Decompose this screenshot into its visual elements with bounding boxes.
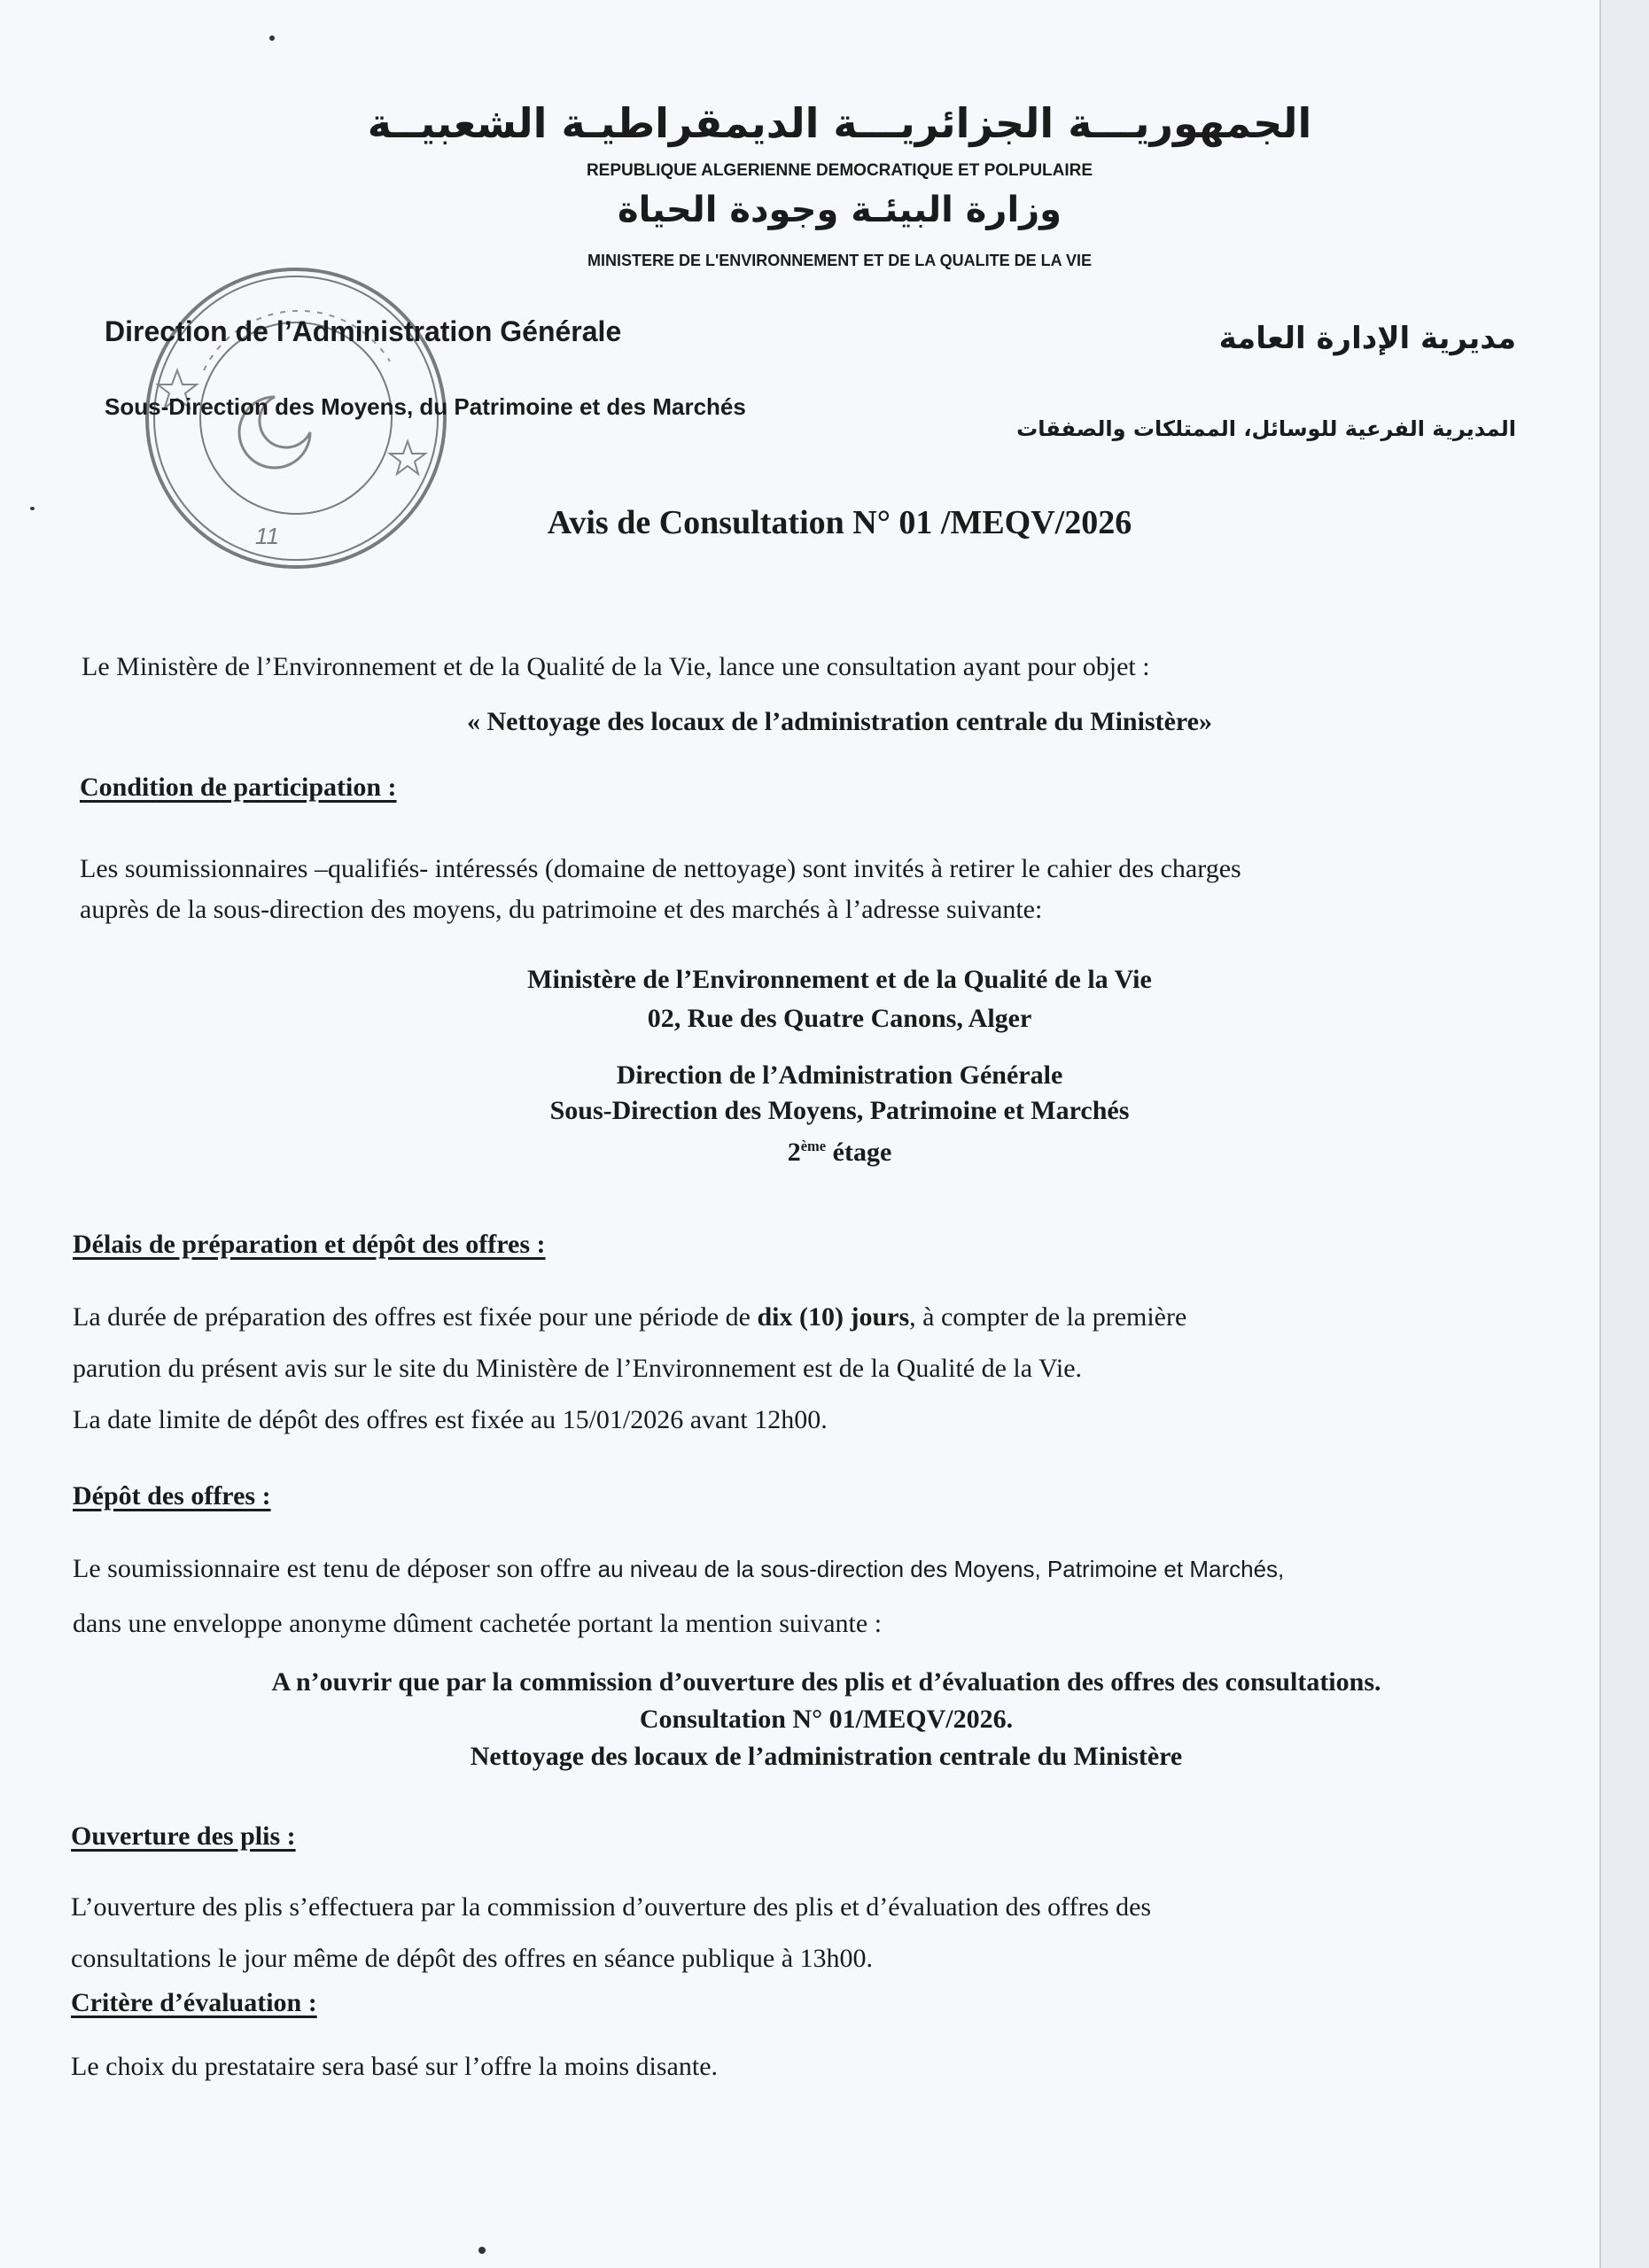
speck [478, 2247, 486, 2254]
address-line: Sous-Direction des Moyens, Patrimoine et Marchés [549, 1096, 1130, 1125]
condition-paragraph [80, 849, 1577, 930]
address-line: Ministère de l’Environnement et de la Qualité de la Vie [527, 965, 1152, 994]
critere-paragraph: Le choix du prestataire sera basé sur l’offre la moins disante. [71, 2052, 719, 2081]
delais-line [73, 1292, 1579, 1343]
mention-line: Nettoyage des locaux de l’administration centrale du Ministère [470, 1742, 1183, 1771]
depot-heading: Dépôt des offres : [73, 1481, 271, 1511]
page-edge [1599, 0, 1649, 2268]
subdirection-arabic: المديرية الفرعية للوسائل، الممتلكات والصفقات [1016, 416, 1516, 441]
address-floor [80, 1129, 1599, 1170]
mention-line: A n’ouvrir que par la commission d’ouverture des plis et d’évaluation des offres des consultations. [271, 1667, 1381, 1697]
notice-title: Avis de Consultation N° 01 /MEQV/2026 [547, 504, 1132, 541]
ouverture-paragraph [71, 1882, 1577, 1984]
depot-text: Le soumissionnaire est tenu de déposer son offre [73, 1554, 598, 1583]
republic-title-arabic: الجمهوريـــة الجزائريـــة الديمقراطيـة الشعبيــة [367, 99, 1312, 147]
address-line: Direction de l’Administration Générale [616, 1060, 1063, 1090]
delais-duration: dix (10) jours [757, 1302, 910, 1332]
depot-paragraph [73, 1542, 1579, 1651]
delais-line: La date limite de dépôt des offres est fixée au 15/01/2026 avant 12h00. [73, 1405, 828, 1434]
depot-line: dans une enveloppe anonyme dûment cachetée portant la mention suivante : [73, 1609, 883, 1638]
floor-word: étage [826, 1138, 892, 1167]
intro-paragraph: Le Ministère de l’Environnement et de la Qualité de la Vie, lance une consultation ayant pour objet : [82, 652, 1150, 681]
address-line: 02, Rue des Quatre Canons, Alger [647, 1004, 1032, 1033]
direction-arabic: مديرية الإدارة العامة [1218, 321, 1516, 356]
delais-line: parution du présent avis sur le site du Ministère de l’Environnement est de la Qualité de la Vie. [73, 1354, 1083, 1383]
subdirection-french: Sous-Direction des Moyens, du Patrimoine et des Marchés [105, 393, 746, 420]
mention-line: Consultation N° 01/MEQV/2026. [639, 1705, 1014, 1734]
condition-line: auprès de la sous-direction des moyens, du patrimoine et des marchés à l’adresse suivante: [80, 895, 1043, 924]
speck [269, 35, 275, 41]
republic-title-french: REPUBLIQUE ALGERIENNE DEMOCRATIQUE ET POLPULAIRE [586, 161, 1093, 180]
floor-suffix: ème [800, 1138, 827, 1154]
ministry-title-french: MINISTERE DE L'ENVIRONNEMENT ET DE LA QUALITE DE LA VIE [587, 252, 1092, 269]
delais-text: , à compter de la première [909, 1302, 1187, 1332]
delais-paragraph [73, 1292, 1579, 1446]
consultation-object: « Nettoyage des locaux de l’administration centrale du Ministère» [466, 707, 1212, 736]
svg-text:11: 11 [255, 523, 279, 549]
address-block [0, 960, 1599, 1038]
delais-text: La durée de préparation des offres est fixée pour une période de [73, 1302, 758, 1332]
direction-french: Direction de l’Administration Générale [105, 315, 622, 347]
address-block [0, 1058, 1599, 1170]
delais-heading: Délais de préparation et dépôt des offres : [73, 1230, 546, 1259]
condition-line: Les soumissionnaires –qualifiés- intéressés (domaine de nettoyage) sont invités à retirer le cahier des charges [80, 854, 1241, 883]
depot-text: au niveau de la sous-direction des Moyens, Patrimoine et Marchés, [597, 1556, 1285, 1582]
condition-heading: Condition de participation : [80, 773, 397, 802]
ministry-title-arabic: وزارة البيئـة وجودة الحياة [617, 190, 1062, 230]
critere-heading: Critère d’évaluation : [71, 1988, 317, 2017]
ouverture-line: consultations le jour même de dépôt des offres en séance publique à 13h00. [71, 1944, 874, 1973]
ouverture-heading: Ouverture des plis : [71, 1821, 296, 1851]
depot-line [73, 1542, 1579, 1596]
ouverture-line: L’ouverture des plis s’effectuera par la commission d’ouverture des plis et d’évaluation des offres des [71, 1892, 1152, 1922]
floor-number: 2 [787, 1138, 801, 1167]
envelope-mention [0, 1664, 1599, 1775]
